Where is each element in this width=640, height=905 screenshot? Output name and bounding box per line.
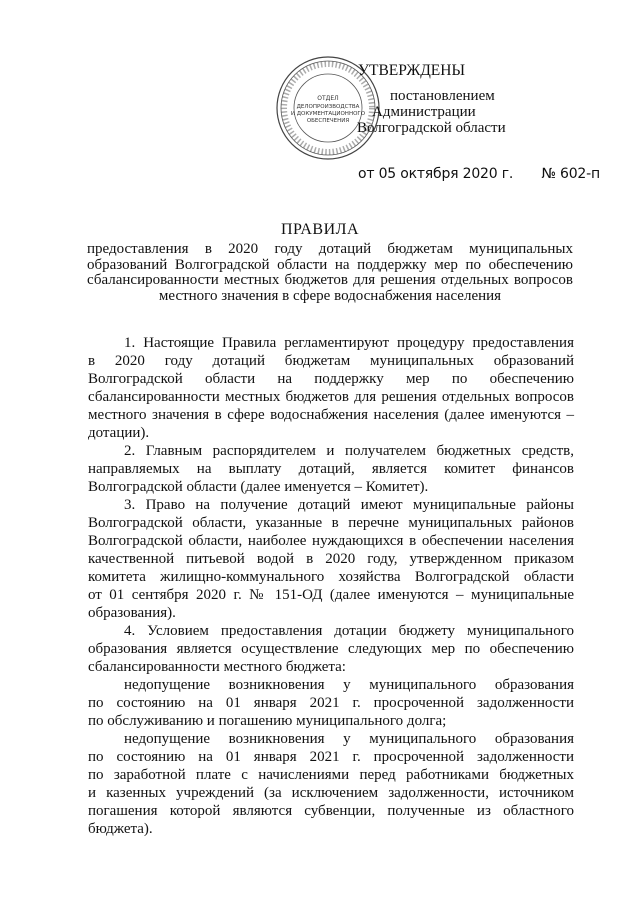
svg-text:ОБЕСПЕЧЕНИЯ: ОБЕСПЕЧЕНИЯ xyxy=(306,118,350,124)
svg-text:ОТДЕЛ: ОТДЕЛ xyxy=(317,95,339,102)
subtitle-line: образований Волгоградской области на поддержку мер по обеспечению xyxy=(87,256,573,273)
body-line: от 01 сентября 2020 г. № 151-ОД (далее именуются – муниципальные xyxy=(88,587,574,603)
subtitle-line: предоставления в 2020 году дотаций бюджетам муниципальных xyxy=(87,241,573,257)
body-line: и казенных учреждений (за исключением задолженности, источником xyxy=(88,785,574,801)
body-line: 1. Настоящие Правила регламентируют процедуру предоставления xyxy=(124,335,574,351)
svg-text:И ДОКУМЕНТАЦИОННОГО: И ДОКУМЕНТАЦИОННОГО xyxy=(290,111,366,117)
approval-date-line xyxy=(358,166,600,183)
body-line: 3. Право на получение дотаций имеют муниципальные районы xyxy=(124,497,574,513)
body-line: Волгоградской области (далее именуется – Комитет). xyxy=(88,479,429,495)
body-line: в 2020 году дотаций бюджетам муниципальных образований xyxy=(88,353,574,369)
approval-line-1: постановлением xyxy=(390,88,495,104)
body-line: по заработной плате с начислениями перед работниками бюджетных xyxy=(88,767,574,783)
body-line: образования). xyxy=(88,605,176,621)
body-line: по обслуживанию и погашению муниципального долга; xyxy=(88,713,447,729)
body-line: образования является осуществление следующих мер по обеспечению xyxy=(88,641,574,657)
body-line: Волгоградской области, наиболее нуждающихся в обеспечении населения xyxy=(88,533,574,549)
approval-number: № 602-п xyxy=(541,166,600,182)
body-line: 2. Главным распорядителем и получателем бюджетных средств, xyxy=(124,443,574,459)
svg-text:ДЕЛОПРОИЗВОДСТВА: ДЕЛОПРОИЗВОДСТВА xyxy=(296,104,360,110)
document-subtitle xyxy=(87,242,573,304)
body-line: погашения которой являются субвенции, полученные из областного xyxy=(88,803,574,819)
body-line: Волгоградской области на поддержку мер по обеспечению xyxy=(88,371,574,387)
body-line: бюджета). xyxy=(88,821,153,837)
subtitle-line: сбалансированности местных бюджетов для решения отдельных вопросов xyxy=(87,272,573,288)
approved-label: УТВЕРЖДЕНЫ xyxy=(358,62,465,79)
body-line: Волгоградской области, указанные в перечне муниципальных районов xyxy=(88,515,574,531)
body-line: недопущение возникновения у муниципального образования xyxy=(124,677,574,693)
body-line: направляемых на выплату дотаций, является комитет финансов xyxy=(88,461,574,477)
body-line: комитета жилищно-коммунального хозяйства Волгоградской области xyxy=(88,569,574,585)
approval-line-3: Волгоградской области xyxy=(357,120,506,136)
subtitle-line: местного значения в сфере водоснабжения населения xyxy=(158,287,502,304)
body-line: по состоянию на 01 января 2021 г. просроченной задолженности xyxy=(88,695,574,711)
body-line: местного значения в сфере водоснабжения населения (далее именуются – xyxy=(88,407,574,423)
body-line: качественной питьевой водой в 2020 году, утвержденном приказом xyxy=(88,551,574,567)
body-line: сбалансированности местных бюджетов для решения отдельных вопросов xyxy=(88,389,574,405)
body-line: дотации). xyxy=(88,425,150,441)
approval-line-2: Администрации xyxy=(372,104,476,120)
document-title: ПРАВИЛА xyxy=(280,221,360,238)
body-line: сбалансированности местного бюджета: xyxy=(88,659,346,675)
body-line: 4. Условием предоставления дотации бюджету муниципального xyxy=(124,623,574,639)
approval-date: от 05 октября 2020 г. xyxy=(358,166,514,182)
body-line: недопущение возникновения у муниципального образования xyxy=(124,731,574,747)
body-line: по состоянию на 01 января 2021 г. просроченной задолженности xyxy=(88,749,574,765)
